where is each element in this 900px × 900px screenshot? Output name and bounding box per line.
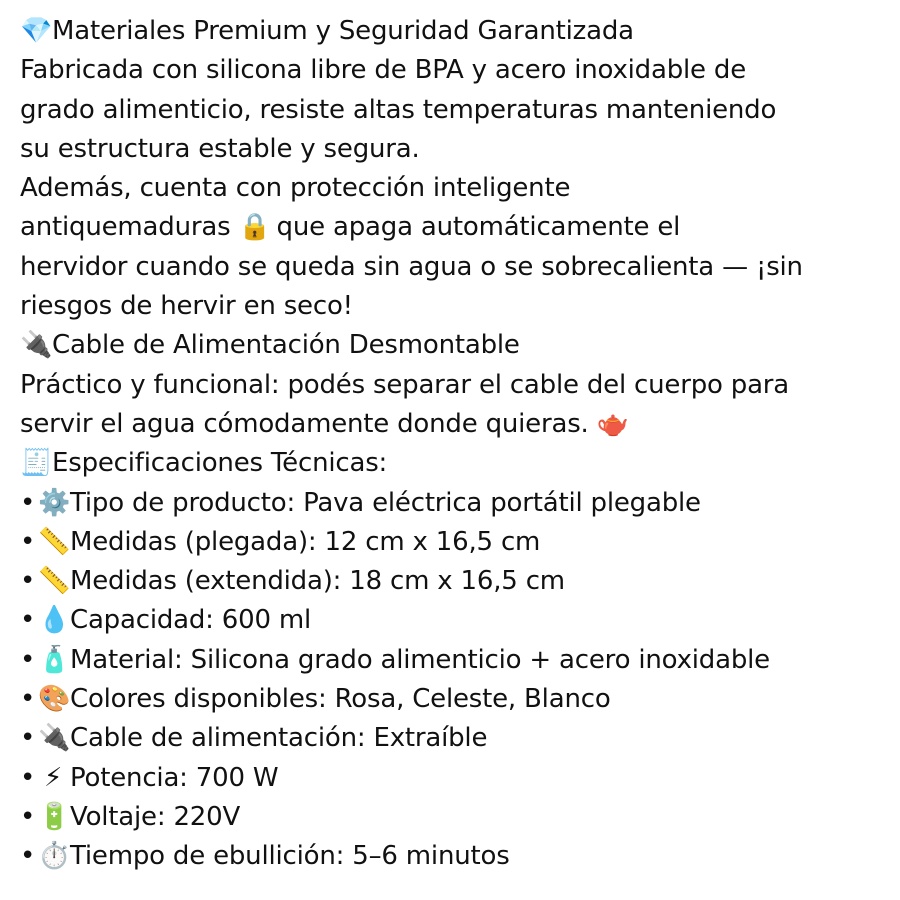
bullet: •: [20, 723, 36, 754]
product-description: [20, 12, 888, 877]
paragraph-safety-line-3: hervidor cuando se queda sin agua o se sobrecalienta — ¡sin: [20, 251, 803, 282]
paragraph-safety-text-before: antiquemaduras: [20, 212, 239, 243]
paragraph-cable-text: servir el agua cómodamente donde quieras.: [20, 408, 597, 439]
droplet-icon: 💧: [38, 605, 71, 636]
paragraph-materials-line-3: su estructura estable y segura.: [20, 133, 420, 164]
battery-icon: 🔋: [38, 801, 71, 832]
paragraph-safety-line-2: [20, 208, 888, 247]
plug-icon: 🔌: [20, 330, 53, 361]
heading-specs: [20, 444, 888, 483]
lock-icon: 🔒: [238, 212, 271, 243]
paragraph-materials-line-2: grado alimenticio, resiste altas temperaturas manteniendo: [20, 94, 777, 125]
spec-text: Potencia: 700 W: [70, 762, 279, 793]
bullet: •: [20, 801, 36, 832]
gem-icon: 💎: [20, 16, 53, 46]
heading-materials: [20, 12, 888, 51]
bullet: •: [20, 605, 36, 636]
receipt-icon: 🧾: [20, 448, 53, 479]
heading-specs-text: Especificaciones Técnicas:: [52, 448, 388, 479]
spec-text: Capacidad: 600 ml: [70, 605, 312, 636]
spec-text: Tiempo de ebullición: 5–6 minutos: [70, 841, 510, 872]
spec-item: [20, 759, 888, 798]
spec-item: [20, 680, 888, 719]
paragraph-cable-line-2: [20, 405, 888, 444]
spec-list: [20, 484, 888, 877]
spec-item: [20, 719, 888, 758]
spec-item: [20, 523, 888, 562]
spec-text: Tipo de producto: Pava eléctrica portátil plegable: [70, 487, 701, 518]
lightning-icon: ⚡: [43, 762, 63, 793]
bullet: •: [20, 762, 36, 793]
bullet: •: [20, 566, 36, 597]
spec-item: [20, 798, 888, 837]
spec-item: [20, 837, 888, 876]
ruler-icon: 📏: [38, 566, 71, 597]
spec-item: [20, 601, 888, 640]
heading-cable-text: Cable de Alimentación Desmontable: [52, 330, 520, 361]
paragraph-safety-line-1: Además, cuenta con protección inteligente: [20, 173, 571, 204]
paragraph-safety-text-after: que apaga automáticamente el: [268, 212, 681, 243]
bottle-icon: 🧴: [38, 644, 71, 675]
bullet: •: [20, 526, 36, 557]
gear-icon: ⚙️: [38, 487, 71, 518]
spec-item: [20, 641, 888, 680]
bullet: •: [20, 487, 36, 518]
spec-text: Voltaje: 220V: [70, 801, 241, 832]
spec-text: Medidas (extendida): 18 cm x 16,5 cm: [70, 566, 565, 597]
paragraph-safety-line-4: riesgos de hervir en seco!: [20, 291, 353, 322]
bullet: •: [20, 841, 36, 872]
bullet: •: [20, 684, 36, 715]
spec-text: Cable de alimentación: Extraíble: [70, 723, 488, 754]
teapot-icon: 🫖: [596, 408, 629, 439]
paragraph-cable-line-1: Práctico y funcional: podés separar el cable del cuerpo para: [20, 369, 790, 400]
palette-icon: 🎨: [38, 684, 71, 715]
spec-item: [20, 562, 888, 601]
stopwatch-icon: ⏱️: [38, 841, 71, 872]
bullet: •: [20, 644, 36, 675]
heading-materials-text: Materiales Premium y Seguridad Garantizada: [52, 16, 634, 46]
ruler-icon: 📏: [38, 526, 71, 557]
spec-text: Material: Silicona grado alimenticio + acero inoxidable: [70, 644, 770, 675]
plug-icon: 🔌: [38, 723, 71, 754]
paragraph-materials-line-1: Fabricada con silicona libre de BPA y acero inoxidable de: [20, 55, 746, 86]
spec-item: [20, 484, 888, 523]
heading-cable: [20, 326, 888, 365]
spec-text: Colores disponibles: Rosa, Celeste, Blanco: [70, 684, 611, 715]
spec-text: Medidas (plegada): 12 cm x 16,5 cm: [70, 526, 541, 557]
